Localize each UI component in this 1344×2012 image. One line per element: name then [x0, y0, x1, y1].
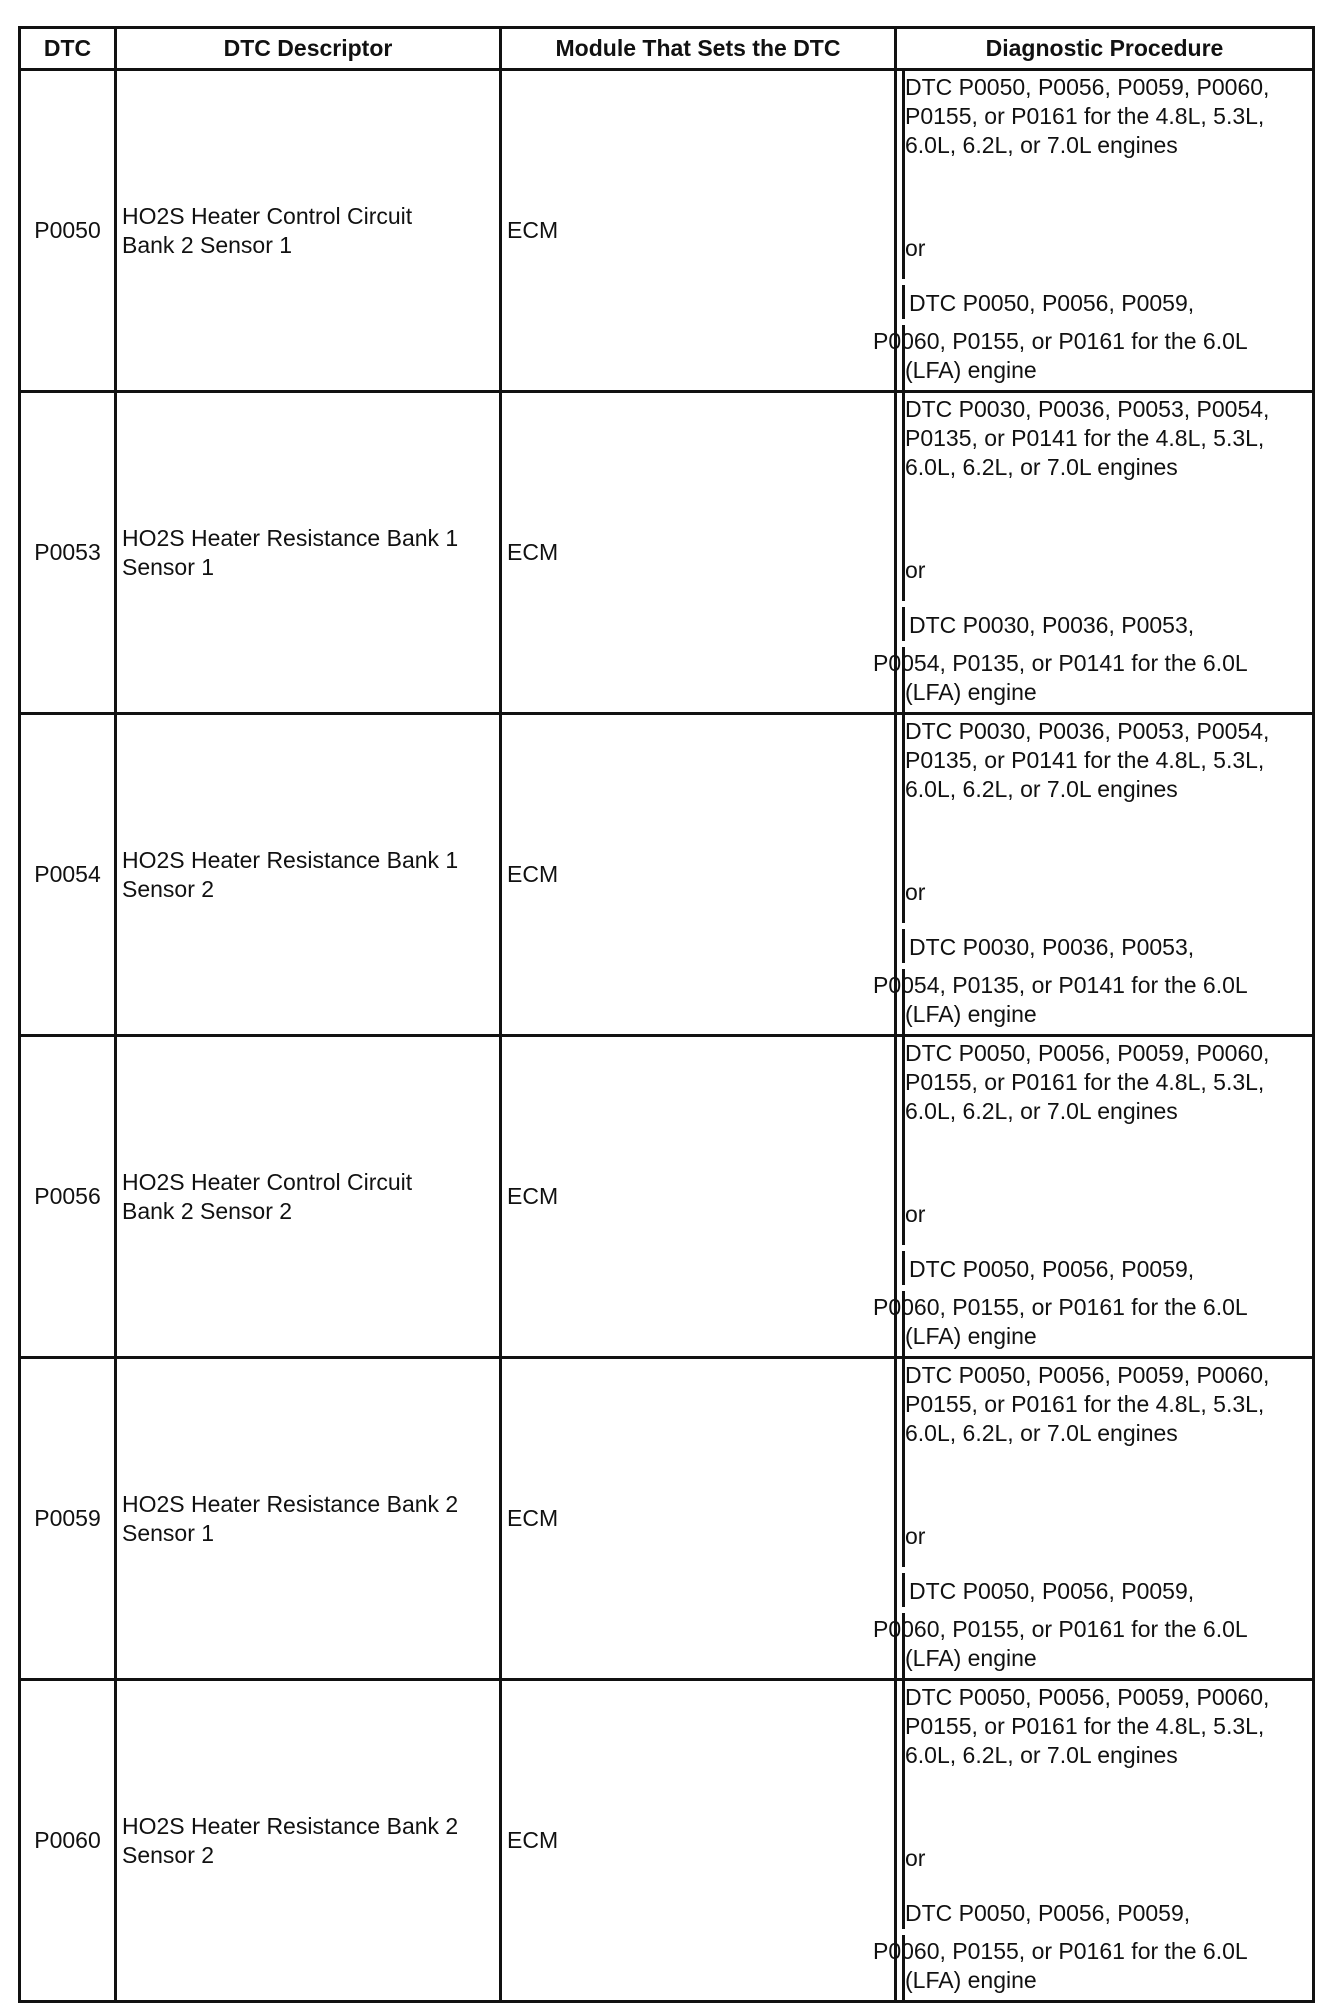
descriptor-line: Sensor 1 [122, 1519, 215, 1546]
procedure-or: or [905, 557, 926, 583]
procedure-alt-line: DTC P0050, P0056, P0059, [905, 1900, 1191, 1926]
procedure-main: DTC P0050, P0056, P0059, P0060, P0155, or P0161 for the 4.8L, 5.3L, 6.0L, 6.2L, or 7.0L engines [905, 74, 1270, 158]
descriptor-line: HO2S Heater Control Circuit [122, 1168, 413, 1195]
descriptor-line: HO2S Heater Resistance Bank 1 [122, 524, 459, 551]
procedure-alt-line: (LFA) engine [905, 679, 1037, 705]
module-name: ECM [501, 1680, 896, 2002]
procedure-alt-line: DTC P0050, P0056, P0059, [909, 1578, 1195, 1604]
procedure-alt-line: (LFA) engine [905, 357, 1037, 383]
dtc-descriptor [116, 1036, 501, 1358]
procedure-main: DTC P0050, P0056, P0059, P0060, P0155, or P0161 for the 4.8L, 5.3L, 6.0L, 6.2L, or 7.0L engines [905, 1040, 1270, 1124]
dtc-code: P0054 [20, 714, 116, 1036]
procedure-alt-line: DTC P0050, P0056, P0059, [909, 1256, 1195, 1282]
procedure-alt-line: P0060, P0155, or P0161 for the 6.0L [873, 328, 1248, 354]
dtc-descriptor [116, 714, 501, 1036]
procedure-or: or [905, 1523, 926, 1549]
procedure-alt-line: (LFA) engine [905, 1967, 1037, 1993]
table-row [20, 1036, 1314, 1358]
procedure-alt-line: DTC P0050, P0056, P0059, [909, 290, 1195, 316]
descriptor-line: HO2S Heater Resistance Bank 2 [122, 1490, 459, 1517]
diagnostic-procedure [873, 70, 1314, 392]
module-name: ECM [501, 392, 896, 714]
procedure-main: DTC P0030, P0036, P0053, P0054, P0135, or P0141 for the 4.8L, 5.3L, 6.0L, 6.2L, or 7.0L engines [905, 718, 1270, 802]
dtc-code: P0056 [20, 1036, 116, 1358]
dtc-descriptor [116, 1358, 501, 1680]
descriptor-line: Bank 2 Sensor 1 [122, 231, 293, 258]
procedure-alt-line: DTC P0030, P0036, P0053, [909, 934, 1195, 960]
procedure-alt-line: P0060, P0155, or P0161 for the 6.0L [873, 1294, 1248, 1320]
procedure-main: DTC P0030, P0036, P0053, P0054, P0135, or P0141 for the 4.8L, 5.3L, 6.0L, 6.2L, or 7.0L engines [905, 396, 1270, 480]
procedure-alt-line: P0054, P0135, or P0141 for the 6.0L [873, 972, 1248, 998]
diagnostic-procedure [873, 1036, 1314, 1358]
module-name: ECM [501, 1358, 896, 1680]
procedure-main: DTC P0050, P0056, P0059, P0060, P0155, or P0161 for the 4.8L, 5.3L, 6.0L, 6.2L, or 7.0L engines [905, 1684, 1270, 1768]
diagnostic-procedure [873, 714, 1314, 1036]
dtc-code: P0060 [20, 1680, 116, 2002]
dtc-code: P0053 [20, 392, 116, 714]
diagnostic-procedure [873, 392, 1314, 714]
header-dtc: DTC [20, 28, 116, 70]
procedure-or: or [905, 879, 926, 905]
table-row [20, 714, 1314, 1036]
procedure-or: or [905, 1201, 926, 1227]
procedure-alt-line: (LFA) engine [905, 1001, 1037, 1027]
header-procedure: Diagnostic Procedure [896, 28, 1314, 70]
procedure-alt-line: (LFA) engine [905, 1645, 1037, 1671]
table-row [20, 70, 1314, 392]
dtc-descriptor [116, 70, 501, 392]
dtc-descriptor [116, 392, 501, 714]
descriptor-line: Sensor 1 [122, 553, 215, 580]
table-row [20, 392, 1314, 714]
descriptor-line: HO2S Heater Resistance Bank 2 [122, 1812, 459, 1839]
procedure-or: or [905, 235, 926, 261]
procedure-alt-line: (LFA) engine [905, 1323, 1037, 1349]
dtc-code: P0059 [20, 1358, 116, 1680]
procedure-alt-line: P0060, P0155, or P0161 for the 6.0L [873, 1616, 1248, 1642]
procedure-alt-line: DTC P0030, P0036, P0053, [909, 612, 1195, 638]
descriptor-line: HO2S Heater Resistance Bank 1 [122, 846, 459, 873]
module-name: ECM [501, 714, 896, 1036]
header-descriptor: DTC Descriptor [116, 28, 501, 70]
descriptor-line: Bank 2 Sensor 2 [122, 1197, 293, 1224]
procedure-or: or [905, 1845, 926, 1871]
dtc-table [18, 26, 1315, 2003]
descriptor-line: Sensor 2 [122, 1841, 215, 1868]
diagnostic-procedure [873, 1358, 1314, 1680]
procedure-main: DTC P0050, P0056, P0059, P0060, P0155, or P0161 for the 4.8L, 5.3L, 6.0L, 6.2L, or 7.0L engines [905, 1362, 1270, 1446]
diagnostic-procedure [873, 1680, 1314, 2002]
header-module: Module That Sets the DTC [501, 28, 896, 70]
descriptor-line: HO2S Heater Control Circuit [122, 202, 413, 229]
module-name: ECM [501, 70, 896, 392]
table-row [20, 1358, 1314, 1680]
dtc-descriptor [116, 1680, 501, 2002]
table-row [20, 1680, 1314, 2002]
procedure-alt-line: P0060, P0155, or P0161 for the 6.0L [873, 1938, 1248, 1964]
procedure-alt-line: P0054, P0135, or P0141 for the 6.0L [873, 650, 1248, 676]
dtc-code: P0050 [20, 70, 116, 392]
header-row [20, 28, 1314, 70]
descriptor-line: Sensor 2 [122, 875, 215, 902]
module-name: ECM [501, 1036, 896, 1358]
